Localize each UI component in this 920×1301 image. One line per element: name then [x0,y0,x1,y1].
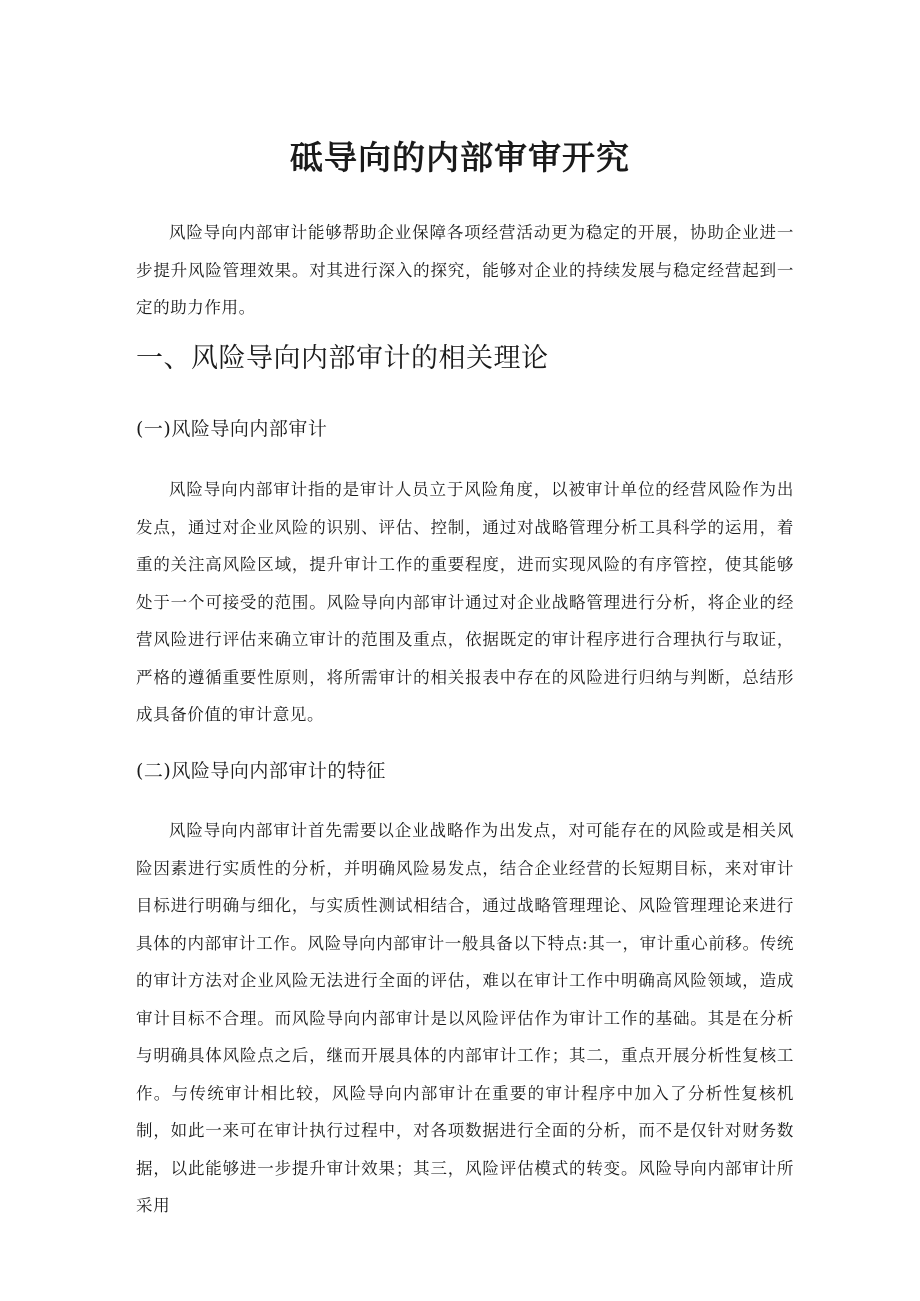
subsection-paragraph-2: 风险导向内部审计首先需要以企业战略作为出发点，对可能存在的风险或是相关风险因素进行实质性的分析，并明确风险易发点，结合企业经营的长短期目标，来对审计目标进行明确与细化，与实质性测试相结合，通过战略管理理论、风险管理理论来进行具体的内部审计工作。风险导向内部审计一般具备以下特点:其一，审计重心前移。传统的审计方法对企业风险无法进行全面的评估，难以在审计工作中明确高风险领域，造成审计目标不合理。而风险导向内部审计是以风险评估作为审计工作的基础。其是在分析与明确具体风险点之后，继而开展具体的内部审计工作；其二，重点开展分析性复核工作。与传统审计相比较，风险导向内部审计在重要的审计程序中加入了分析性复核机制，如此一来可在审计执行过程中，对各项数据进行全面的分析，而不是仅针对财务数据，以此能够进一步提升审计效果；其三，风险评估模式的转变。风险导向内部审计所采用 [136,821,794,1215]
intro-paragraph: 风险导向内部审计能够帮助企业保障各项经营活动更为稳定的开展，协助企业进一步提升风险管理效果。对其进行深入的探究，能够对企业的持续发展与稳定经营起到一定的助力作用。 [136,223,794,317]
section-heading: 一、风险导向内部审计的相关理论 [136,343,549,374]
subsection-paragraph-1: 风险导向内部审计指的是审计人员立于风险角度，以被审计单位的经营风险作为出发点，通过对企业风险的识别、评估、控制，通过对战略管理分析工具科学的运用，着重的关注高风险区域，提升审计工作的重要程度，进而实现风险的有序管控，使其能够处于一个可接受的范围。风险导向内部审计通过对企业战略管理进行分析，将企业的经营风险进行评估来确立审计的范围及重点，依据既定的审计程序进行合理执行与取证，严格的遵循重要性原则，将所需审计的相关报表中存在的风险进行归纳与判断，总结形成具备价值的审计意见。 [136,480,794,724]
document-title: 砥导向的内部审审开究 [290,138,630,177]
subsection-heading-2: (二)风险导向内部审计的特征 [136,760,386,782]
subsection-heading-1: (一)风险导向内部审计 [136,418,328,440]
